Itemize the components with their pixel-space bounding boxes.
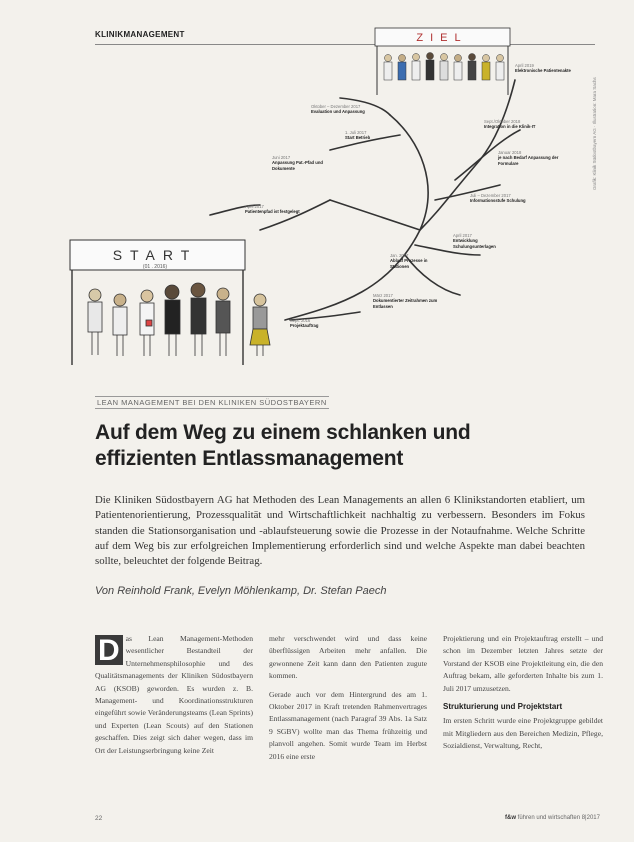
start-sign-text: START — [112, 247, 198, 263]
timeline-label: April 2019 Elektronische Patientenakte — [515, 63, 571, 74]
drop-cap: D — [95, 635, 123, 665]
article-kicker: LEAN MANAGEMENT BEI DEN KLINIKEN SÜDOSTBAYERN — [97, 398, 327, 407]
article-title: Auf dem Weg zu einem schlanken und effizienten Entlassmanagement — [95, 421, 471, 470]
body-paragraph: Projektierung und ein Projektauftrag erstellt – und schon im Dezember letzten Jahres setzte der Vorstand der KSOB eine Projektleitung ein, die den Auftrag bekam, alle geforderten Inhalte bis zum 1. Juli 2017 umzusetzen. — [443, 634, 603, 693]
timeline-label: 1. Juli 2017 Start Betrieb — [345, 130, 371, 141]
section-subheading: Strukturierung und Projektstart — [443, 702, 563, 712]
timeline-label: Sept./Oktober 2018 Integration in die Klinik-IT — [484, 119, 536, 130]
timeline-label: Juli – Dezember 2017 Informationsstufe Schulung — [470, 193, 526, 204]
page-number: 22 — [95, 815, 103, 822]
body-column-2 — [269, 633, 427, 769]
body-text: as Lean Management-Methoden wesentlicher Bestandteil der Unternehmensphilosophie und des Qualitätsmanagements der Kliniken Südostbayern AG (KSOB) geworden. Es wurden z. B. Management- und Koordinationsstrukturen eingeführt sowie Veränderungsteams (Lean Sprints) und Experten (Lean Scouts) auf den Stationen geschaffen. Dies zeigt sich daher wegen, dass im Ort der Leistungserbringung keine Zeit — [95, 634, 253, 755]
timeline-label: April 2017 Patientenpfad ist festgelegt — [245, 204, 300, 215]
goal-people — [384, 53, 504, 81]
timeline-label: Jan. 2017 Ablauf Prozesse in Stationen — [390, 253, 428, 269]
journal-issue: führen und wirtschaften 8|2017 — [517, 815, 600, 821]
timeline-label: Januar 2018 je nach Bedarf Anpassung der Formulare — [498, 150, 559, 166]
section-label: KLINIKMANAGEMENT — [95, 30, 185, 39]
journal-footer — [505, 815, 600, 821]
timeline-label: März 2017 Dokumentierter Zeitrahmen zum Entlassen — [373, 293, 438, 309]
body-paragraph: Im ersten Schritt wurde eine Projektgruppe gebildet mit Mitgliedern aus den Bereichen Medizin, Pflege, Sozialdienst, Verwaltung, Recht, — [443, 716, 603, 751]
timeline-label: Sept. 2016 Projektauftrag — [290, 318, 319, 329]
article-lead: Die Kliniken Südostbayern AG hat Methoden des Lean Managements an allen 6 Klinikstandorten etabliert, um Patientenorientierung, Prozessqualität und Wirtschaftlichkeit nachhaltig zu verbessern. Besonders im Fokus standen die Stationsorganisation und -ablaufsteuerung sowie die Prozesse in der Notaufnahme. Welche Schritte auf dem Weg bis zur erfolgreichen Implementierung erforderlich sind und welche Aspekte man dabei beachten sollte, beleuchtet der folgende Beitrag. — [95, 494, 585, 568]
timeline-label: April 2017 Entwicklung Schulungsunterlagen — [453, 233, 496, 249]
goal-sign-text: ZIEL — [416, 32, 468, 44]
body-column-3 — [443, 633, 603, 759]
journal-logo: f&w — [505, 815, 516, 821]
article-authors: Von Reinhold Frank, Evelyn Möhlenkamp, Dr. Stefan Paech — [95, 585, 387, 597]
start-sign-date: (01 . 2016) — [142, 264, 168, 270]
image-credit: Grafik: Klinik Südostbayern AG · Illustration: Mara Sachs — [592, 77, 597, 190]
timeline-label: Oktober – Dezember 2017 Evaluation und Anpassung — [311, 104, 365, 115]
body-paragraph: Gerade auch vor dem Hintergrund des am 1. Oktober 2017 in Kraft tretenden Rahmenvertrages Entlassmanagement (nach Paragraf 39 Abs. 1a Satz 9 SGBV) wollte man das Thema frühzeitig und planvoll angehen. Somit wurde Team im Herbst 2016 eine erste — [269, 689, 427, 761]
body-paragraph: mehr verschwendet wird und dass keine überflüssigen Arbeiten mehr anfallen. Die gewonnene Zeit kann dann den Patienten zugute kommen. — [269, 634, 427, 681]
timeline-label: Juni 2017 Anpassung Pat.-Pfad und Dokumente — [272, 155, 323, 171]
body-column-1 — [95, 633, 253, 757]
